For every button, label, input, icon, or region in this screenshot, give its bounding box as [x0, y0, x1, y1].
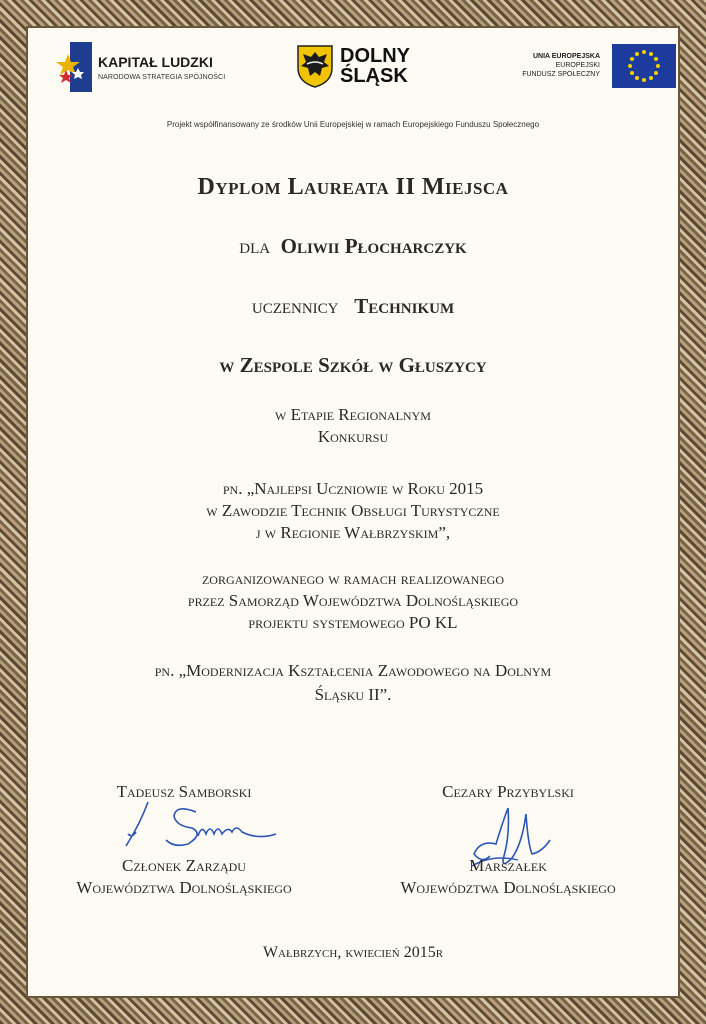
eu-line2: EUROPEJSKI [555, 62, 600, 69]
left-signatory-role-2: Województwa Dolnośląskiego [76, 878, 292, 897]
left-signatory-role-1: Członek Zarządu [122, 856, 246, 875]
place-and-date: Wałbrzych, kwiecień 2015r [262, 944, 444, 961]
organized-line-2: przez Samorząd Województwa Dolnośląskiego [187, 591, 519, 610]
stage-line-1: w Etapie Regionalnym [275, 405, 431, 424]
project-line-1: pn. „Modernizacja Kształcenia Zawodowego na Dolnym [154, 661, 552, 680]
dolny-slask-line1: DOLNY [340, 45, 410, 67]
dolny-slask-line2: ŚLĄSK [340, 65, 408, 87]
recipient-prefix: dla [239, 234, 271, 258]
eu-line3: FUNDUSZ SPOŁECZNY [522, 71, 600, 78]
right-signatory-name: Cezary Przybylski [442, 782, 574, 801]
left-handwritten-signature [118, 794, 288, 854]
eagle-coat-of-arms-icon [296, 44, 334, 88]
eu-text [522, 52, 600, 79]
student-prefix: uczennicy [251, 294, 339, 318]
diploma-title: Dyplom Laureata II Miejsca [197, 174, 509, 200]
kapital-ludzki-title: KAPITAŁ LUDZKI [98, 54, 213, 70]
competition-line-2: w Zawodzie Technik Obsługi Turystyczne [206, 501, 500, 520]
right-signatory-role-2: Województwa Dolnośląskiego [400, 878, 616, 897]
right-signatory-role-1: Marszałek [469, 856, 547, 875]
kapital-ludzki-star-icon [56, 40, 94, 94]
dolny-slask-logo [296, 44, 436, 94]
project-line-2: Śląsku II”. [314, 685, 392, 704]
left-signatory-name: Tadeusz Samborski [116, 782, 252, 801]
competition-line-1: pn. „Najlepsi Uczniowie w Roku 2015 [222, 479, 484, 498]
school-type: Technikum [354, 294, 455, 318]
project-cofinancing-note: Projekt współfinansowany ze środków Unii Europejskiej w ramach Europejskiego Funduszu Społecznego [166, 120, 540, 129]
student-line [50, 294, 656, 319]
kapital-ludzki-subtitle: NARODOWA STRATEGIA SPÓJNOŚCI [98, 74, 226, 81]
eu-line1: UNIA EUROPEJSKA [532, 53, 600, 60]
recipient-line [50, 234, 656, 259]
eu-flag-icon [612, 44, 676, 88]
competition-line-3: j w Regionie Wałbrzyskim”, [255, 523, 451, 542]
school-name: w Zespole Szkół w Głuszycy [219, 353, 487, 377]
kapital-ludzki-logo [56, 40, 236, 96]
eu-logo [490, 44, 676, 90]
stage-line-2: Konkursu [317, 427, 389, 446]
organized-line-1: zorganizowanego w ramach realizowanego [201, 569, 505, 588]
organized-line-3: projektu systemowego PO KL [248, 613, 458, 632]
recipient-name: Oliwii Płocharczyk [280, 234, 467, 258]
